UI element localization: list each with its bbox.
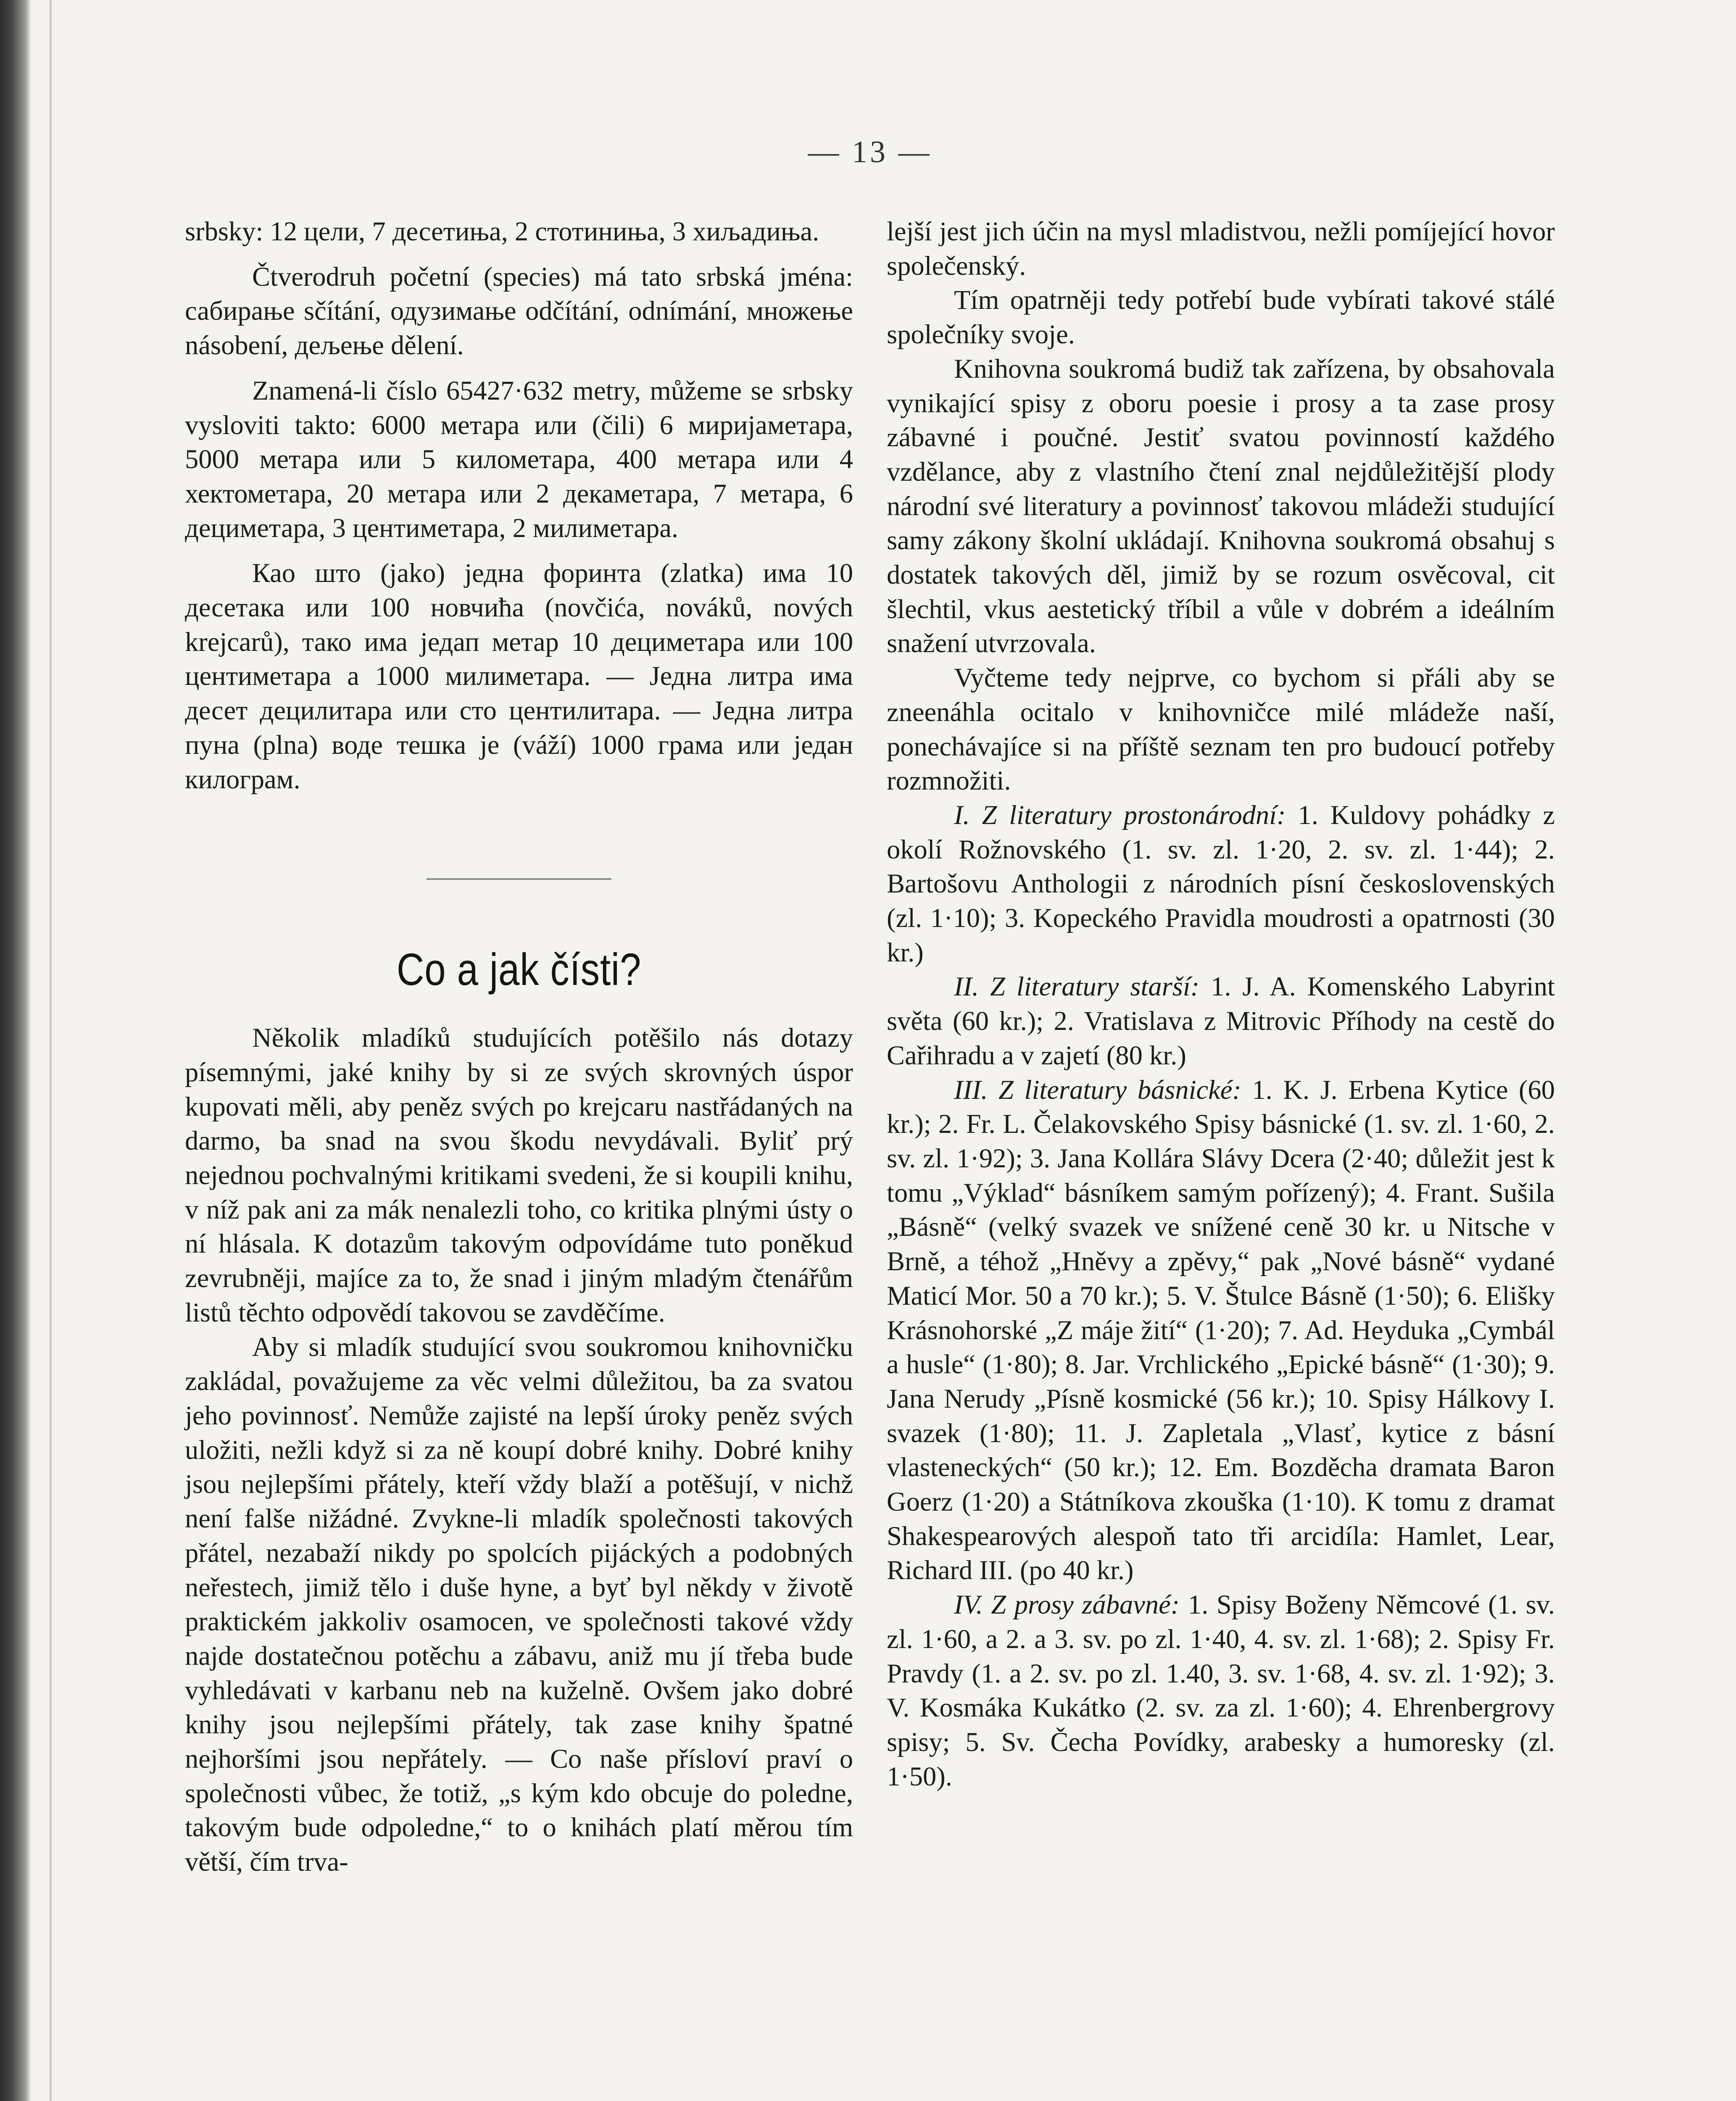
left-column bbox=[185, 214, 853, 1879]
scan-page-edge bbox=[0, 0, 32, 2101]
list-section-2-text: 1. J. A. Komenského Labyrint světa (60 kr.); 2. Vratislava z Mitrovic Příhody na cestě do Cařihradu a v zajetí (80 kr.) bbox=[887, 972, 1555, 1070]
list-section-3-heading: III. Z literatury básnické: bbox=[954, 1074, 1241, 1105]
list-section-1-text: 1. Kuldovy pohádky z okolí Rožnovského (1. sv. zl. 1·20, 2. sv. zl. 1·44); 2. Bartošovu Anthologii z národních písní československých (zl. 1·10); 3. Kopeckého Pravidla moudrosti a opatrnosti (30 kr.) bbox=[887, 800, 1555, 967]
left-paragraph-3: Znamená-li číslo 65427·632 metry, můžeme se srbsky vysloviti takto: 6000 метара или (čili) 6 мириjаметара, 5000 метара или 5 километара, 400 метара или 4 хектометара, 20 метара или 2 декаметара, 7 метара, 6 дециметара, 3 центиметара, 2 милиметара. bbox=[185, 375, 853, 543]
scan-fold-line bbox=[50, 0, 52, 2101]
list-section-2 bbox=[887, 969, 1555, 1072]
list-section-1-heading: I. Z literatury prostonárodní: bbox=[954, 800, 1286, 830]
left-paragraph-4: Као што (jako) једна форинта (zlatka) има 10 десетака или 100 новчића (novčića, nováků, nových krejcarů), тако има једап метар 10 дециметара или 100 центиметара а 1000 милиметара. — Једна литра има десет децилитара или сто центилитара. — Једна литра пуна (plna) воде тешка је (váží) 1000 грама или један килограм. bbox=[185, 558, 853, 794]
left-paragraph-2: Čtverodruh početní (species) má tato srbská jména: сабирање sčítání, одузимање odčítání, odnímání, множење násobení, дељење dělení. bbox=[185, 261, 853, 361]
list-section-3 bbox=[887, 1073, 1555, 1588]
page-number: — 13 — bbox=[808, 135, 932, 169]
list-section-3-text: 1. K. J. Erbena Kytice (60 kr.); 2. Fr. L. Čelakovského Spisy básnické (1. sv. zl. 1·60, 2. sv. zl. 1·92); 3. Jana Kollára Slávy Dcera (2·40; důležit jest k tomu „Výklad“ básníkem samým pořízený); 4. Frant. Sušila „Básně“ (velký svazek ve snížené ceně 30 kr. u Nitsche v Brně, a téhož „Hněvy a zpěvy,“ pak „Nové básně“ vydané Maticí Mor. 50 a 70 kr.); 5. V. Štulce Básně (1·50); 6. Elišky Krásnohorské „Z máje žití“ (1·20); 7. Ad. Heyduka „Cymbál a husle“ (1·80); 8. Jar. Vrchlického „Epické básně“ (1·30); 9. Jana Nerudy „Písně kosmické (56 kr.); 10. Spisy Hálkovy I. svazek (1·80); 11. J. Zapletala „Vlasť, kytice z básní vlasteneckých“ (50 kr.); 12. Em. Bozděcha dramata Baron Goerz (1·20) a Státníkova zkouška (1·10). K tomu z dramat Shakespearových alespoň tato tři arcidíla: Hamlet, Lear, Richard III. (po 40 kr.) bbox=[887, 1074, 1555, 1585]
list-section-1 bbox=[887, 798, 1555, 970]
left-paragraph-5: Několik mladíků studujících potěšilo nás dotazy písemnými, jaké knihy by si ze svých skrovných úspor kupovati měli, aby peněz svých po krejcaru nastřádaných na darmo, ba snad na svou škodu nevydávali. Byliť prý nejednou pochvalnými kritikami svedeni, že si koupili knihu, v níž pak ani za mák nenalezli toho, co kritika plnými ústy o ní hlásala. K dotazům takovým odpovídáme tuto poněkud zevrubněji, majíce za to, že snad i jiným mladým čtenářům listů těchto odpovědí takovou se zavděčíme. bbox=[185, 1023, 853, 1327]
left-paragraph-6: Aby si mladík studující svou soukromou knihovničku zakládal, považujeme za věc velmi důležitou, ba za svatou jeho povinnosť. Nemůže zajisté na lepší úroky peněz svých uložiti, nežli když si za ně koupí dobré knihy. Dobré knihy jsou nejlepšími přátely, kteří vždy blaží a potěšují, v nichž není falše nižádné. Zvykne-li mladík společnosti takových přátel, nezabaží nikdy po spolcích pijáckých a podobných neřestech, jimiž tělo i duše hyne, a byť byl někdy v životě praktickém jakkoliv osamocen, ve společnosti takové vždy najde dostatečnou potěchu a zábavu, aniž mu jí třeba bude vyhledávati v karbanu neb na kuželně. Ovšem jako dobré knihy jsou nejlepšími přátely, tak zase knihy špatné nejhoršími jsou nepřátely. — Co naše přísloví praví o společnosti vůbec, že totiž, „s kým kdo obcuje do poledne, takovým bude odpoledne,“ to o knihách platí měrou tím větší, čím trva- bbox=[185, 1332, 853, 1877]
right-column bbox=[887, 214, 1555, 1793]
right-paragraph-1: lejší jest jich účin na mysl mladistvou, nežli pomíjející hovor společenský. bbox=[887, 216, 1555, 281]
left-paragraph-1: srbsky: 12 цели, 7 десетиња, 2 стотиниња, 3 хиљадиња. bbox=[185, 216, 819, 246]
list-section-4-heading: IV. Z prosy zábavné: bbox=[954, 1590, 1180, 1620]
article-heading: Co a jak čísti? bbox=[396, 944, 642, 995]
right-paragraph-3: Knihovna soukromá budiž tak zařízena, by obsahovala vynikající spisy z oboru poesie i prosy a ta zase prosy zábavné i poučné. Jestiť svatou povinností každého vzdělance, aby z vlastního čtení znal nejdůležitější plody národní své literatury a povinnosť takovou mládeži studující samy zákony školní ukládají. Knihovna soukromá obsahuj s dostatek takových děl, jimiž by se rozum osvěcoval, cit šlechtil, vkus aestetický tříbil a vůle v dobrém a ideálním snažení utvrzovala. bbox=[887, 353, 1555, 658]
list-section-4 bbox=[887, 1588, 1555, 1793]
right-paragraph-2: Tím opatrněji tedy potřebí bude vybírati takové stálé společníky svoje. bbox=[887, 285, 1555, 350]
section-divider bbox=[427, 878, 611, 880]
right-paragraph-4: Vyčteme tedy nejprve, co bychom si přáli aby se zneenáhla ocitalo v knihovničce milé mládeže naší, ponechávajíce si na příště seznam ten pro budoucí potřeby rozmnožiti. bbox=[887, 663, 1555, 796]
list-section-4-text: 1. Spisy Boženy Němcové (1. sv. zl. 1·60, a 2. a 3. sv. po zl. 1·40, 4. sv. zl. 1·68); 2. Spisy Fr. Pravdy (1. a 2. sv. po zl. 1.40, 3. sv. 1·68, 4. sv. zl. 1·92); 3. V. Kosmáka Kukátko (2. sv. za zl. 1·60); 4. Ehrenbergrovy spisy; 5. Sv. Čecha Povídky, arabesky a humoresky (zl. 1·50). bbox=[887, 1590, 1555, 1791]
list-section-2-heading: II. Z literatury starší: bbox=[954, 972, 1200, 1002]
